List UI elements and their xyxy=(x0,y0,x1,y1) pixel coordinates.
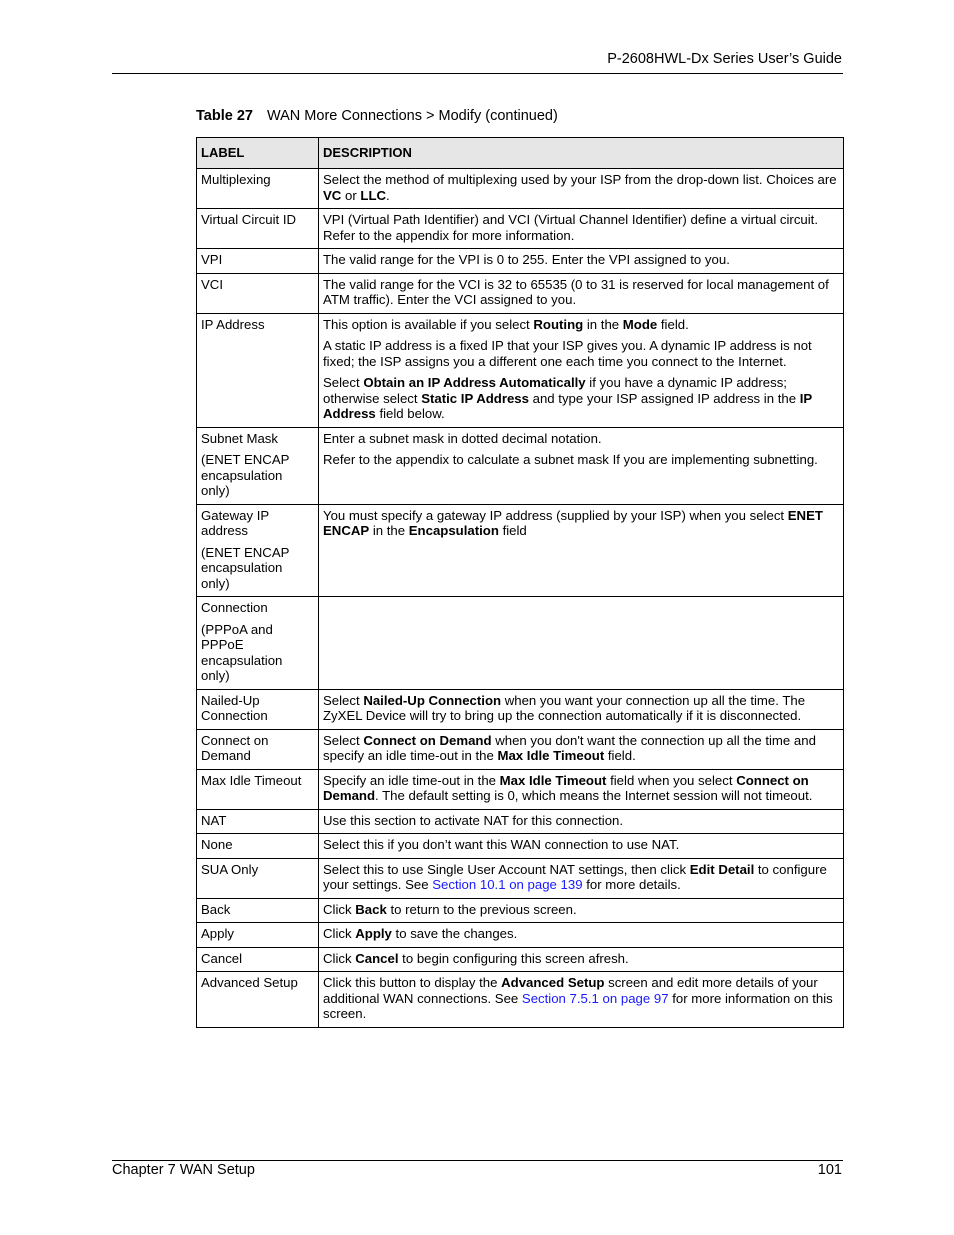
description-text: Select the method of multiplexing used by your ISP from the drop-down list. Choices are xyxy=(323,172,837,187)
description-text: VPI (Virtual Path Identifier) and VCI (Virtual Channel Identifier) define a virtual circuit. Refer to the appendix for more information. xyxy=(323,212,819,243)
page-number: 101 xyxy=(817,1162,842,1178)
row-label: Max Idle Timeout xyxy=(201,772,302,788)
table-row xyxy=(197,209,844,249)
description-paragraph xyxy=(323,693,839,724)
row-label-cell xyxy=(197,209,319,249)
row-description-cell xyxy=(319,972,844,1028)
row-label-cell xyxy=(197,809,319,834)
row-label-cell xyxy=(197,504,319,597)
row-label: (ENET ENCAP encapsulation only) xyxy=(201,452,290,498)
row-description-cell xyxy=(319,597,844,690)
ui-term: Routing xyxy=(533,316,584,332)
table-row xyxy=(197,769,844,809)
description-paragraph xyxy=(323,277,839,308)
description-paragraph xyxy=(323,172,839,203)
row-description-cell xyxy=(319,834,844,859)
description-text: . xyxy=(386,187,390,203)
description-text: Refer to the appendix to calculate a subnet mask If you are implementing subnetting. xyxy=(323,452,818,467)
row-label: Subnet Mask xyxy=(201,430,278,446)
table-header-row xyxy=(197,138,844,169)
table-row xyxy=(197,689,844,729)
description-text: and type your ISP assigned IP address in the xyxy=(528,390,800,406)
description-text: if you have a dynamic IP address; otherwise select xyxy=(323,375,787,406)
row-label-cell xyxy=(197,313,319,427)
row-description-cell xyxy=(319,249,844,274)
description-text: field xyxy=(498,523,527,538)
row-description-cell xyxy=(319,858,844,898)
row-description-cell xyxy=(319,923,844,948)
description-text: Select this if you don’t want this WAN connection to use NAT. xyxy=(323,837,680,852)
description-text: screen and edit more details of your additional WAN connections. See xyxy=(323,975,818,1006)
row-label-cell xyxy=(197,972,319,1028)
description-text: Specify an idle time-out in the xyxy=(323,772,500,788)
description-text: when you want your connection up all the time. The ZyXEL Device will try to bring up the connection automatically if it is disconnected. xyxy=(323,692,806,723)
table-row xyxy=(197,834,844,859)
ui-term: Back xyxy=(355,901,387,917)
row-label-cell xyxy=(197,249,319,274)
description-text: Select xyxy=(323,732,364,748)
description-text: for more details. xyxy=(582,877,681,892)
description-paragraph xyxy=(323,338,839,369)
ui-term: ENET ENCAP xyxy=(323,507,823,538)
table-caption-text: WAN More Connections > Modify (continued) xyxy=(266,108,558,124)
table-row xyxy=(197,249,844,274)
row-description-cell xyxy=(319,898,844,923)
description-paragraph xyxy=(323,452,839,468)
table-row xyxy=(197,898,844,923)
cross-reference-link[interactable]: Section 7.5.1 on page 97 xyxy=(521,990,669,1006)
row-label: Cancel xyxy=(201,950,243,966)
table-number: Table 27 xyxy=(196,108,253,124)
description-text: field below. xyxy=(375,406,445,421)
row-description-cell xyxy=(319,809,844,834)
description-text: to begin configuring this screen afresh. xyxy=(398,950,629,966)
description-text: Select xyxy=(323,375,364,390)
table-row xyxy=(197,947,844,972)
description-text: to configure your settings. See xyxy=(323,861,827,892)
description-paragraph xyxy=(323,317,839,333)
description-paragraph xyxy=(323,862,839,893)
row-description-cell xyxy=(319,169,844,209)
cross-reference-link[interactable]: Section 10.1 on page 139 xyxy=(432,877,583,892)
row-label: IP Address xyxy=(201,316,265,332)
table-row xyxy=(197,729,844,769)
description-paragraph xyxy=(323,813,839,829)
description-text: when you don't want the connection up all the time and specify an idle time-out in the xyxy=(323,732,816,763)
table-row xyxy=(197,923,844,948)
row-description-cell xyxy=(319,427,844,504)
description-paragraph xyxy=(323,508,839,539)
table-row xyxy=(197,504,844,597)
row-label: Virtual Circuit ID xyxy=(201,212,297,227)
description-paragraph xyxy=(323,951,839,967)
row-label-cell xyxy=(197,769,319,809)
ui-term: Connect on Demand xyxy=(323,772,809,803)
row-label: VCI xyxy=(201,276,223,292)
row-description-cell xyxy=(319,769,844,809)
ui-term: Encapsulation xyxy=(408,523,499,538)
table-row xyxy=(197,273,844,313)
table-row xyxy=(197,169,844,209)
table-row xyxy=(197,313,844,427)
description-text: to save the changes. xyxy=(391,926,518,941)
row-label: VPI xyxy=(201,252,223,267)
row-label: SUA Only xyxy=(201,861,259,877)
description-paragraph xyxy=(323,902,839,918)
header-divider xyxy=(112,73,843,74)
description-text: A static IP address is a fixed IP that your ISP gives you. A dynamic IP address is not fixed; the ISP assigns you a different one each time you connect to the Internet. xyxy=(323,338,812,369)
description-text: Click xyxy=(323,901,356,917)
ui-term: Advanced Setup xyxy=(501,975,605,990)
description-paragraph xyxy=(323,733,839,764)
row-description-cell xyxy=(319,273,844,313)
table-row xyxy=(197,972,844,1028)
description-text: This option is available if you select xyxy=(323,316,534,332)
description-text: Click xyxy=(323,926,356,941)
description-paragraph xyxy=(323,837,839,853)
row-label-cell xyxy=(197,729,319,769)
row-label-cell xyxy=(197,923,319,948)
ui-term: Apply xyxy=(355,926,392,941)
table-row xyxy=(197,427,844,504)
row-label: (ENET ENCAP encapsulation only) xyxy=(201,544,290,591)
description-paragraph xyxy=(323,773,839,804)
ui-term: Static IP Address xyxy=(421,390,529,406)
footer-chapter: Chapter 7 WAN Setup xyxy=(112,1162,255,1178)
description-paragraph xyxy=(323,375,839,422)
row-label: (PPPoA and PPPoE encapsulation only) xyxy=(201,621,283,683)
table-row xyxy=(197,597,844,690)
row-label-cell xyxy=(197,947,319,972)
row-label: Connection xyxy=(201,600,268,615)
row-label-cell xyxy=(197,273,319,313)
row-description-cell xyxy=(319,209,844,249)
row-label: Multiplexing xyxy=(201,172,271,187)
row-label-cell xyxy=(197,834,319,859)
column-header-label: LABEL xyxy=(197,138,319,169)
description-text: The valid range for the VPI is 0 to 255. Enter the VPI assigned to you. xyxy=(323,252,730,267)
ui-term: Nailed-Up Connection xyxy=(363,692,502,708)
description-text: Use this section to activate NAT for this connection. xyxy=(323,812,624,828)
ui-term: Max Idle Timeout xyxy=(497,748,605,763)
row-description-cell xyxy=(319,689,844,729)
table-body xyxy=(197,169,844,1028)
row-description-cell xyxy=(319,313,844,427)
description-paragraph xyxy=(323,975,839,1022)
running-header: P-2608HWL-Dx Series User’s Guide xyxy=(607,51,842,67)
description-text: Click xyxy=(323,950,356,966)
row-label-cell xyxy=(197,597,319,690)
description-text: The valid range for the VCI is 32 to 65535 (0 to 31 is reserved for local management of ATM traffic). Enter the VCI assigned to you. xyxy=(323,276,829,307)
ui-term: LLC xyxy=(360,187,387,203)
row-label: Gateway IP address xyxy=(201,507,269,538)
row-label: None xyxy=(201,837,233,852)
description-text: Enter a subnet mask in dotted decimal notation. xyxy=(323,430,602,446)
ui-term: VC xyxy=(323,187,342,203)
row-label: Apply xyxy=(201,926,234,941)
row-label: NAT xyxy=(201,812,227,828)
description-text: . The default setting is 0, which means the Internet session will not timeout. xyxy=(375,788,813,803)
description-text: or xyxy=(341,187,361,203)
footer-divider xyxy=(112,1160,843,1161)
description-text: Click this button to display the xyxy=(323,975,502,990)
description-text: field. xyxy=(657,316,689,332)
row-label: Back xyxy=(201,901,231,917)
row-label-cell xyxy=(197,169,319,209)
row-label-cell xyxy=(197,858,319,898)
row-description-cell xyxy=(319,504,844,597)
description-text: field. xyxy=(604,748,636,763)
description-paragraph xyxy=(323,926,839,942)
ui-term: IP Address xyxy=(323,390,812,421)
row-label: Advanced Setup xyxy=(201,975,298,990)
ui-term: Max Idle Timeout xyxy=(499,772,607,788)
description-text: in the xyxy=(583,316,623,332)
settings-table xyxy=(196,137,844,1028)
description-text: to return to the previous screen. xyxy=(386,901,577,917)
column-header-description: DESCRIPTION xyxy=(319,138,844,169)
row-label: Connect on Demand xyxy=(201,732,269,763)
description-text: Select xyxy=(323,692,364,708)
row-label: Nailed-Up Connection xyxy=(201,692,268,723)
description-text: for more information on this screen. xyxy=(323,990,833,1021)
ui-term: Mode xyxy=(622,316,658,332)
description-text: You must specify a gateway IP address (supplied by your ISP) when you select xyxy=(323,507,788,523)
ui-term: Cancel xyxy=(355,950,399,966)
row-label-cell xyxy=(197,427,319,504)
table-row xyxy=(197,858,844,898)
ui-term: Connect on Demand xyxy=(363,732,492,748)
row-label-cell xyxy=(197,689,319,729)
row-description-cell xyxy=(319,947,844,972)
table-row xyxy=(197,809,844,834)
ui-term: Obtain an IP Address Automatically xyxy=(363,375,586,390)
row-label-cell xyxy=(197,898,319,923)
ui-term: Edit Detail xyxy=(689,861,755,877)
description-text: in the xyxy=(369,523,409,538)
description-paragraph xyxy=(323,431,839,447)
description-text: field when you select xyxy=(606,772,737,788)
description-text: Select this to use Single User Account NAT settings, then click xyxy=(323,861,690,877)
description-paragraph xyxy=(323,212,839,243)
table-caption xyxy=(196,108,558,124)
description-paragraph xyxy=(323,252,839,268)
row-description-cell xyxy=(319,729,844,769)
